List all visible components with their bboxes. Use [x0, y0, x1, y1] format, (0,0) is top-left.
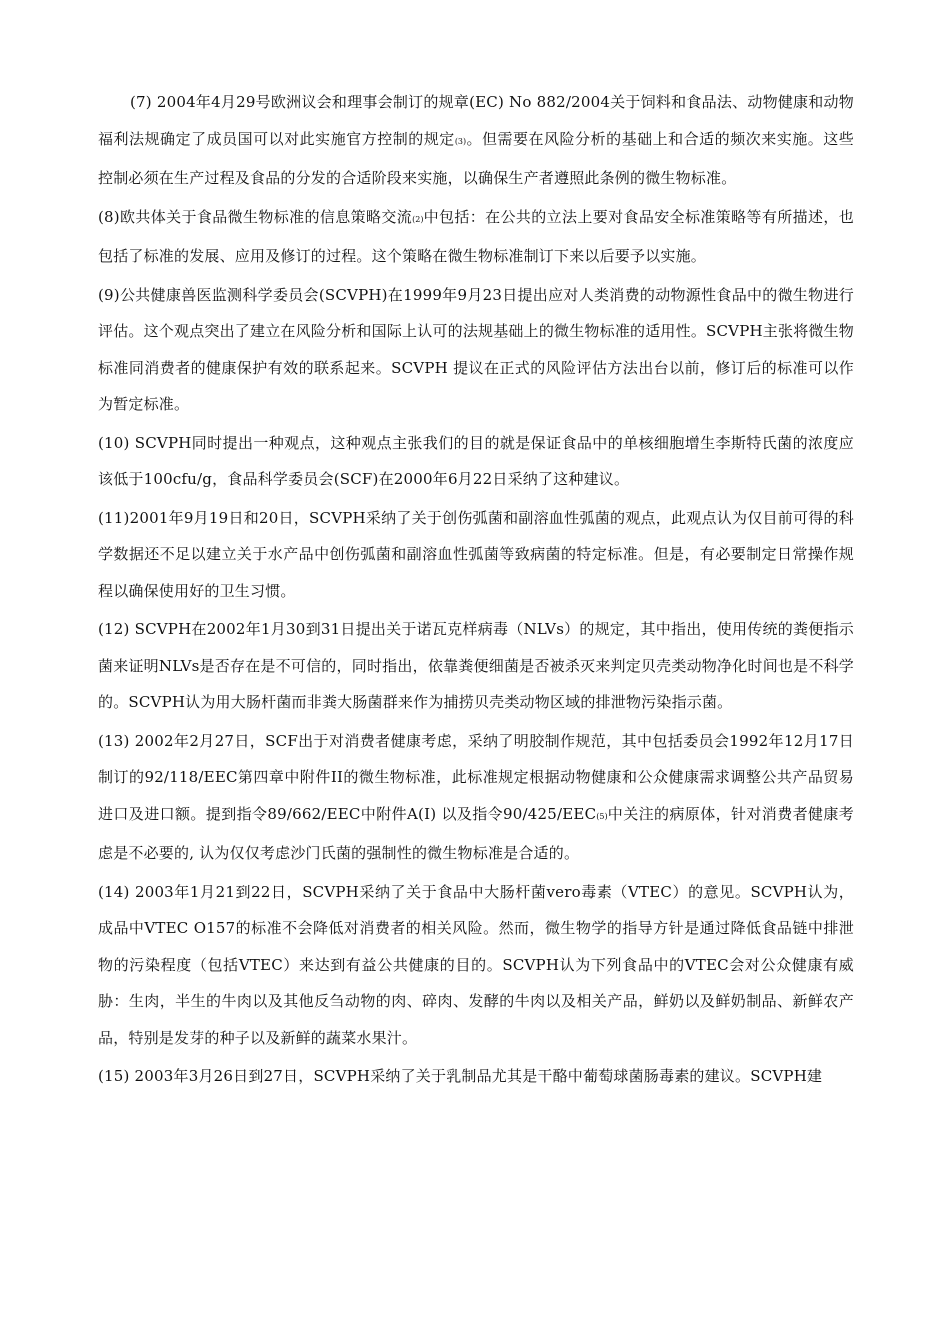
- paragraph-8-text-cont: 中包括：在公共的立法上要对食品安全标准策略等有所描述，也包括了标准的发展、应用及修订的过程。这个策略在微生物标准制订下来以后要予以实施。: [98, 207, 854, 265]
- paragraph-11: (11)2001年9月19日和20日，SCVPH采纳了关于创伤弧菌和副溶血性弧菌的观点，此观点认为仅目前可得的科学数据还不足以建立关于水产品中创伤弧菌和副溶血性弧菌等致病菌的特定标准。但是，有必要制定日常操作规程以确保使用好的卫生习惯。: [98, 508, 854, 600]
- paragraph-8: [98, 199, 854, 275]
- paragraph-13-text: (13) 2002年2月27日，SCF出于对消费者健康考虑，采纳了明胶制作规范，其中包括委员会1992年12月17日制订的92/118/EEC第四章中附件II的微生物标准，此标准规定根据动物健康和公众健康需求调整公共产品贸易进口及进口额。提到指令89/662/EEC中附件A(I) 以及指令90/425/EEC: [98, 731, 854, 823]
- paragraph-7-text: (7) 2004年4月29号欧洲议会和理事会制订的规章(EC) No 882/2004关于饲料和食品法、动物健康和动物福利法规确定了成员国可以对此实施官方控制的规定: [98, 93, 854, 148]
- paragraph-13: [98, 723, 854, 872]
- paragraph-15: (15) 2003年3月26日到27日，SCVPH采纳了关于乳制品尤其是干酪中葡萄球菌肠毒素的建议。SCVPH建: [98, 1067, 823, 1085]
- reference-2: (2): [412, 214, 424, 224]
- paragraph-7: [98, 84, 854, 197]
- paragraph-8-text: (8)欧共体关于食品微生物标准的信息策略交流: [98, 207, 413, 226]
- document-body: [98, 84, 854, 1097]
- reference-3: (3): [454, 136, 467, 146]
- paragraph-7-text-cont: 。但需要在风险分析的基础上和合适的频次来实施。这些控制必须在生产过程及食品的分发的合适阶段来实施，以确保生产者遵照此条例的微生物标准。: [98, 129, 854, 187]
- paragraph-13-text-cont: 中关注的病原体，针对消费者健康考虑是不必要的, 认为仅仅考虑沙门氏菌的强制性的微生物标准是合适的。: [98, 804, 855, 862]
- reference-5: (5): [596, 811, 608, 821]
- paragraph-14: (14) 2003年1月21到22日，SCVPH采纳了关于食品中大肠杆菌vero毒素（VTEC）的意见。SCVPH认为，成品中VTEC O157的标准不会降低对消费者的相关风险。然而，微生物学的指导方针是通过降低食品链中排泄物的污染程度（包括VTEC）来达到有益公共健康的目的。SCVPH认为下列食品中的VTEC会对公众健康有威胁：生肉，半生的牛肉以及其他反刍动物的肉、碎肉、发酵的牛肉以及相关产品，鲜奶以及鲜奶制品、新鲜农产品，特别是发芽的种子以及新鲜的蔬菜水果汁。: [98, 882, 854, 1047]
- paragraph-9: (9)公共健康兽医监测科学委员会(SCVPH)在1999年9月23日提出应对人类消费的动物源性食品中的微生物进行评估。这个观点突出了建立在风险分析和国际上认可的法规基础上的微生物标准的适用性。SCVPH主张将微生物标准同消费者的健康保护有效的联系起来。SCVPH 提议在正式的风险评估方法出台以前，修订后的标准可以作为暂定标准。: [98, 285, 854, 413]
- paragraph-10: (10) SCVPH同时提出一种观点，这种观点主张我们的目的就是保证食品中的单核细胞增生李斯特氏菌的浓度应该低于100cfu/g，食品科学委员会(SCF)在2000年6月22日采纳了这种建议。: [98, 433, 854, 488]
- paragraph-12: (12) SCVPH在2002年1月30到31日提出关于诺瓦克样病毒（NLVs）的规定，其中指出，使用传统的粪便指示菌来证明NLVs是否存在是不可信的，同时指出，依靠粪便细菌是否被杀灭来判定贝壳类动物净化时间也是不科学的。SCVPH认为用大肠杆菌而非粪大肠菌群来作为捕捞贝壳类动物区域的排泄物污染指示菌。: [98, 620, 854, 711]
